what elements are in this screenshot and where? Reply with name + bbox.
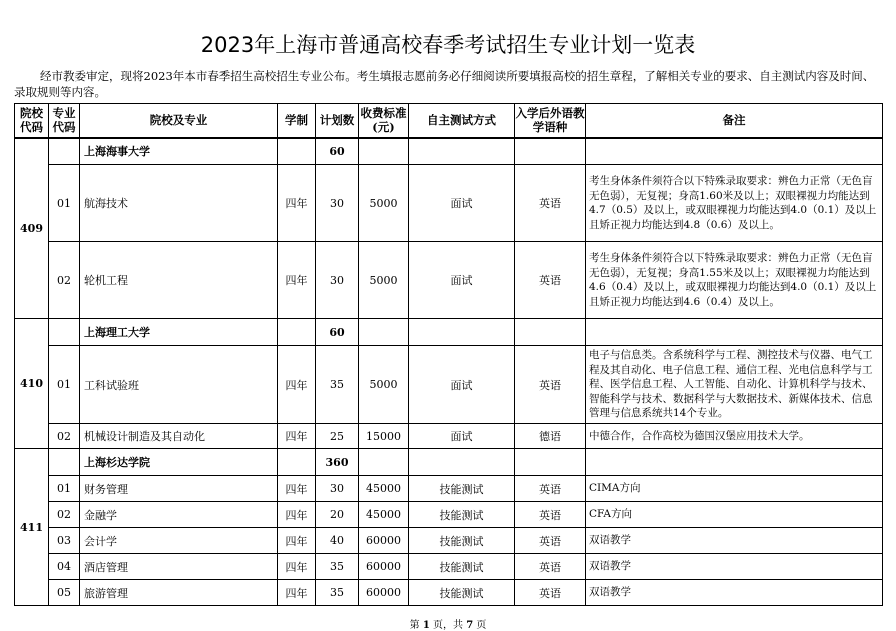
footer-middle: 页，共 [433, 620, 463, 631]
table-row [15, 502, 883, 528]
footer-total-pages: 7 [466, 620, 474, 631]
empty-cell [409, 138, 515, 165]
major-plan: 20 [316, 502, 359, 528]
major-remark: 考生身体条件须符合以下特殊录取要求：辨色力正常（无色盲无色弱），无复视；身高1.60米及以上；双眼裸视力均能达到4.7（0.5）及以上，或双眼裸视力均能达到4.0（0.1）及以上且矫正视力均能达到4.8（0.6）及以上。 [586, 165, 883, 242]
empty-cell [49, 319, 80, 346]
major-code: 04 [49, 554, 80, 580]
school-name: 上海理工大学 [80, 319, 278, 346]
empty-cell [278, 138, 316, 165]
header-plan: 计划数 [316, 104, 359, 138]
major-plan: 30 [316, 242, 359, 319]
major-remark: CIMA方向 [586, 476, 883, 502]
school-plan: 60 [316, 319, 359, 346]
header-name: 院校及专业 [80, 104, 278, 138]
table-row [15, 346, 883, 424]
table-row [15, 476, 883, 502]
table-row [15, 242, 883, 319]
empty-cell [278, 449, 316, 476]
table-row [15, 580, 883, 606]
empty-cell [515, 138, 586, 165]
major-duration: 四年 [278, 346, 316, 424]
major-fee: 15000 [359, 424, 409, 449]
school-name: 上海杉达学院 [80, 449, 278, 476]
empty-cell [586, 138, 883, 165]
school-code: 411 [15, 449, 49, 606]
empty-cell [359, 449, 409, 476]
major-test: 面试 [409, 346, 515, 424]
footer-page-number: 1 [422, 620, 430, 631]
major-duration: 四年 [278, 424, 316, 449]
major-remark: 双语教学 [586, 580, 883, 606]
major-code: 01 [49, 476, 80, 502]
table-row [15, 424, 883, 449]
major-lang: 英语 [515, 528, 586, 554]
major-fee: 60000 [359, 554, 409, 580]
major-code: 02 [49, 242, 80, 319]
empty-cell [359, 319, 409, 346]
empty-cell [409, 449, 515, 476]
major-plan: 35 [316, 580, 359, 606]
empty-cell [515, 449, 586, 476]
page-footer [0, 616, 896, 631]
major-remark: 考生身体条件须符合以下特殊录取要求：辨色力正常（无色盲无色弱），无复视；身高1.55米及以上；双眼裸视力均能达到4.6（0.4）及以上，或双眼裸视力均能达到4.0（0.1）及以上且矫正视力均能达到4.6（0.4）及以上。 [586, 242, 883, 319]
major-test: 技能测试 [409, 476, 515, 502]
major-fee: 60000 [359, 528, 409, 554]
major-fee: 45000 [359, 502, 409, 528]
major-plan: 35 [316, 554, 359, 580]
school-row [15, 319, 883, 346]
table-row [15, 528, 883, 554]
major-code: 03 [49, 528, 80, 554]
header-major-code: 专业代码 [49, 104, 80, 138]
footer-suffix: 页 [476, 620, 487, 631]
school-plan: 360 [316, 449, 359, 476]
header-school-code: 院校代码 [15, 104, 49, 138]
major-name: 工科试验班 [80, 346, 278, 424]
major-code: 01 [49, 165, 80, 242]
major-test: 面试 [409, 165, 515, 242]
page-title: 2023年上海市普通高校春季考试招生专业计划一览表 [200, 33, 696, 57]
empty-cell [409, 319, 515, 346]
major-remark: 双语教学 [586, 528, 883, 554]
major-remark: 中德合作，合作高校为德国汉堡应用技术大学。 [586, 424, 883, 449]
empty-cell [515, 319, 586, 346]
major-lang: 英语 [515, 346, 586, 424]
major-lang: 英语 [515, 554, 586, 580]
major-test: 技能测试 [409, 580, 515, 606]
major-lang: 英语 [515, 242, 586, 319]
empty-cell [586, 449, 883, 476]
school-row [15, 449, 883, 476]
major-fee: 5000 [359, 165, 409, 242]
major-name: 机械设计制造及其自动化 [80, 424, 278, 449]
empty-cell [49, 138, 80, 165]
major-test: 技能测试 [409, 502, 515, 528]
major-duration: 四年 [278, 165, 316, 242]
major-lang: 德语 [515, 424, 586, 449]
major-duration: 四年 [278, 528, 316, 554]
intro-paragraph: 经市教委审定，现将2023年本市春季招生高校招生专业公布。考生填报志愿前务必仔细阅读所要填报高校的招生章程，了解相关专业的要求、自主测试内容及时间、录取规则等内容。 [14, 69, 875, 99]
footer-prefix: 第 [409, 620, 420, 631]
major-plan: 30 [316, 165, 359, 242]
major-duration: 四年 [278, 476, 316, 502]
major-fee: 60000 [359, 580, 409, 606]
table-row [15, 554, 883, 580]
major-fee: 5000 [359, 346, 409, 424]
empty-cell [49, 449, 80, 476]
major-code: 02 [49, 424, 80, 449]
major-fee: 45000 [359, 476, 409, 502]
school-code: 409 [15, 138, 49, 319]
major-lang: 英语 [515, 165, 586, 242]
school-name: 上海海事大学 [80, 138, 278, 165]
header-remark: 备注 [586, 104, 883, 138]
table-row [15, 165, 883, 242]
major-test: 技能测试 [409, 528, 515, 554]
major-duration: 四年 [278, 580, 316, 606]
major-code: 05 [49, 580, 80, 606]
major-name: 轮机工程 [80, 242, 278, 319]
major-remark: 双语教学 [586, 554, 883, 580]
major-lang: 英语 [515, 502, 586, 528]
major-remark: CFA方向 [586, 502, 883, 528]
header-duration: 学制 [278, 104, 316, 138]
school-plan: 60 [316, 138, 359, 165]
empty-cell [359, 138, 409, 165]
school-row [15, 138, 883, 165]
major-name: 金融学 [80, 502, 278, 528]
header-lang: 入学后外语教学语种 [515, 104, 586, 138]
major-lang: 英语 [515, 476, 586, 502]
major-name: 会计学 [80, 528, 278, 554]
major-name: 酒店管理 [80, 554, 278, 580]
enrollment-plan-table [14, 103, 883, 606]
major-plan: 40 [316, 528, 359, 554]
table-header-row [15, 104, 883, 138]
major-name: 航海技术 [80, 165, 278, 242]
major-duration: 四年 [278, 554, 316, 580]
major-test: 面试 [409, 242, 515, 319]
major-duration: 四年 [278, 502, 316, 528]
major-code: 01 [49, 346, 80, 424]
header-test: 自主测试方式 [409, 104, 515, 138]
major-name: 财务管理 [80, 476, 278, 502]
header-fee: 收费标准(元) [359, 104, 409, 138]
major-code: 02 [49, 502, 80, 528]
school-code: 410 [15, 319, 49, 449]
major-remark: 电子与信息类。含系统科学与工程、测控技术与仪器、电气工程及其自动化、电子信息工程、通信工程、光电信息科学与工程、医学信息工程、人工智能、自动化、计算机科学与技术、智能科学与技术、数据科学与大数据技术、新媒体技术、信息管理与信息系统共14个专业。 [586, 346, 883, 424]
major-plan: 25 [316, 424, 359, 449]
major-lang: 英语 [515, 580, 586, 606]
major-duration: 四年 [278, 242, 316, 319]
major-test: 技能测试 [409, 554, 515, 580]
major-test: 面试 [409, 424, 515, 449]
major-plan: 30 [316, 476, 359, 502]
major-plan: 35 [316, 346, 359, 424]
major-name: 旅游管理 [80, 580, 278, 606]
major-fee: 5000 [359, 242, 409, 319]
empty-cell [586, 319, 883, 346]
empty-cell [278, 319, 316, 346]
